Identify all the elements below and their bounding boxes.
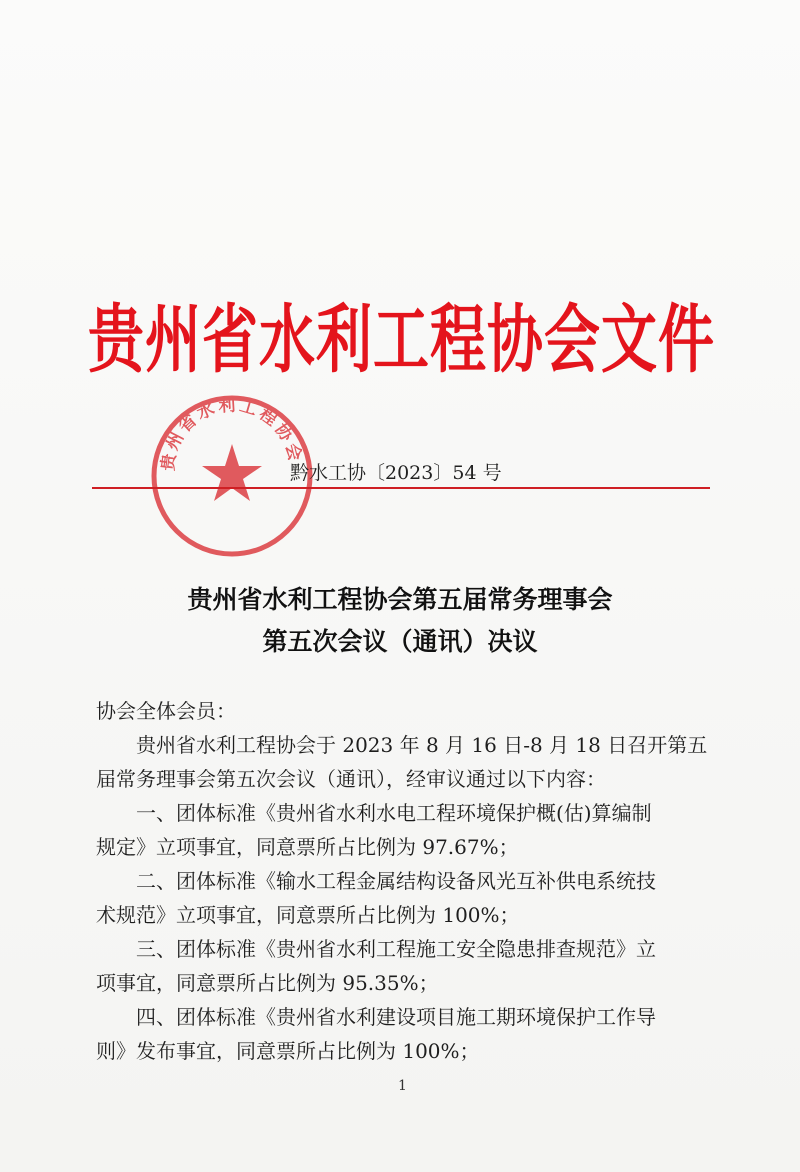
org-header-title: 贵州省水利工程协会文件 [88,297,715,384]
seal-text: 贵州省水利工程协会 [158,395,306,473]
resolution-title-line1: 贵州省水利工程协会第五届常务理事会 [187,585,613,614]
seal-star-icon [202,444,262,501]
body-line: 规定》立项事宜，同意票所占比例为 97.67%； [96,835,519,859]
body-line: 贵州省水利工程协会于 2023 年 8 月 16 日-8 月 18 日召开第五 [96,733,708,757]
body-line: 一、团体标准《贵州省水利水电工程环境保护概(估)算编制 [96,801,652,825]
document-number: 黔水工协〔2023〕54 号 [290,462,502,484]
resolution-title-line2: 第五次会议（通讯）决议 [262,627,538,656]
body-line: 术规范》立项事宜，同意票所占比例为 100%； [96,903,520,927]
salutation: 协会全体会员： [96,699,236,723]
body-line: 项事宜，同意票所占比例为 95.35%； [96,971,439,995]
header-divider [92,487,710,489]
body-line: 届常务理事会第五次会议（通讯），经审议通过以下内容： [96,767,606,791]
body-line: 三、团体标准《贵州省水利工程施工安全隐患排查规范》立 [96,937,656,961]
page-number: 1 [398,1078,407,1094]
body-line: 二、团体标准《输水工程金属结构设备风光互补供电系统技 [96,869,656,893]
body-line: 则》发布事宜，同意票所占比例为 100%； [96,1039,480,1063]
body-line: 四、团体标准《贵州省水利建设项目施工期环境保护工作导 [96,1005,656,1029]
